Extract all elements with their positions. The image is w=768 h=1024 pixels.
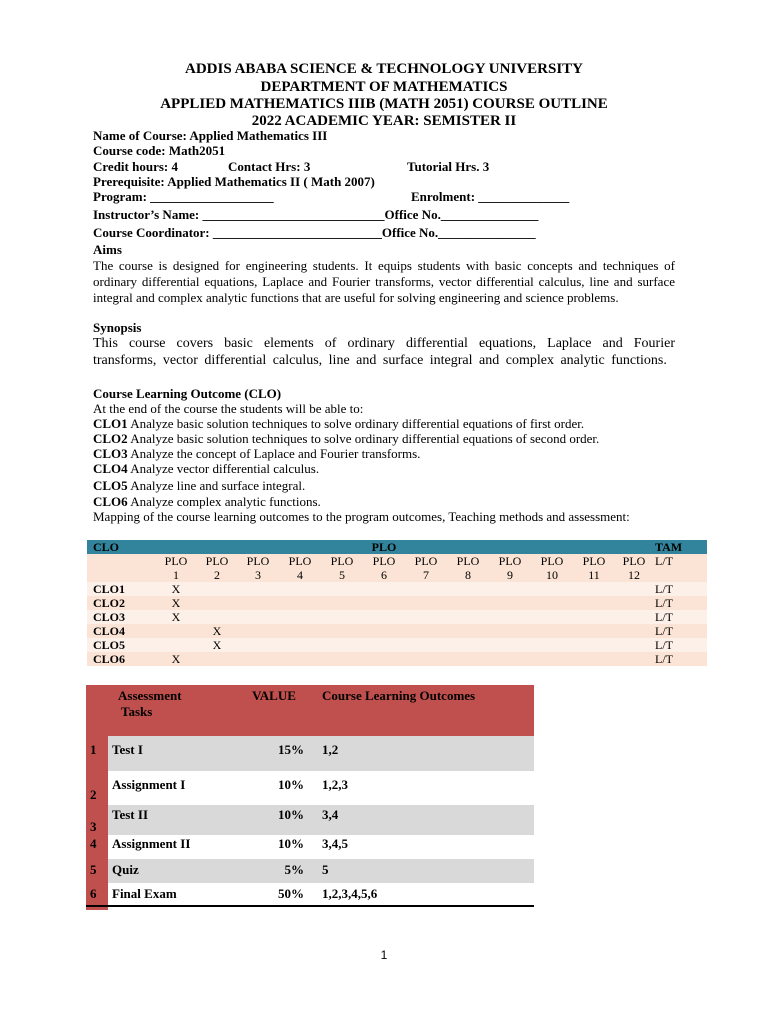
clo-cell: 3,4,5 (318, 835, 534, 859)
assessment-table (86, 685, 534, 910)
task-cell: Final Exam (108, 883, 230, 910)
plo-mapping-table (87, 540, 707, 666)
plo-number: PLO 6 (363, 554, 405, 582)
clo-text: Analyze the concept of Laplace and Fourier transforms. (127, 446, 421, 461)
value-cell: 10% (230, 771, 318, 805)
clo-code: CLO4 (93, 461, 128, 476)
plo-number: PLO 2 (197, 554, 237, 582)
clo-item (93, 494, 321, 510)
row-clo: CLO2 (87, 596, 155, 610)
clo-code: CLO6 (93, 494, 128, 509)
task-cell: Assignment I (108, 771, 230, 805)
plo-number: PLO 10 (531, 554, 573, 582)
assessment-header (86, 685, 534, 736)
tam-cell: L/T (653, 596, 707, 610)
plo-number: PLO 8 (447, 554, 489, 582)
plo-number: PLO 5 (321, 554, 363, 582)
plo1-cell: X (155, 582, 197, 596)
clo-cell: 3,4 (318, 805, 534, 835)
plo1-cell: X (155, 652, 197, 666)
plo2-cell: X (197, 638, 237, 652)
table-row (86, 736, 534, 771)
row-clo: CLO4 (87, 624, 155, 638)
plo-table-header (87, 540, 707, 554)
row-number: 2 (86, 771, 108, 805)
course-outline-title: APPLIED MATHEMATICS IIIB (MATH 2051) COURSE OUTLINE (160, 96, 608, 112)
table-row (86, 859, 534, 883)
plo-number: PLO 7 (405, 554, 447, 582)
plo1-cell: X (155, 610, 197, 624)
department-title: DEPARTMENT OF MATHEMATICS (260, 79, 508, 95)
row-clo: CLO6 (87, 652, 155, 666)
plo2-cell (197, 652, 237, 666)
plo-column-header: PLO (363, 540, 405, 554)
coordinator-field: Course Coordinator: __________________________Office No._______________ (93, 225, 536, 240)
plo-number: PLO 12 (615, 554, 653, 582)
course-code: Course code: Math2051 (93, 143, 226, 158)
synopsis-text: This course covers basic elements of ordinary differential equations, Laplace and Fourier transforms, vector differential calculus, line and surface integral and complex analytic functions. (93, 336, 675, 368)
plo2-cell (197, 582, 237, 596)
clo-item (93, 416, 584, 432)
task-cell: Test I (108, 736, 230, 771)
row-clo: CLO5 (87, 638, 155, 652)
university-title: ADDIS ABABA SCIENCE & TECHNOLOGY UNIVERSITY (184, 61, 583, 77)
enrolment-field: Enrolment: ______________ (411, 189, 570, 204)
plo-number: PLO 4 (279, 554, 321, 582)
row-clo: CLO3 (87, 610, 155, 624)
tam-cell: L/T (653, 638, 707, 652)
plo2-cell (197, 596, 237, 610)
clo-code: CLO1 (93, 416, 128, 431)
plo-number: PLO 1 (155, 554, 197, 582)
plo1-cell: X (155, 596, 197, 610)
task-cell: Test II (108, 805, 230, 835)
clo-cell: 1,2,3,4,5,6 (318, 883, 534, 910)
row-clo: CLO1 (87, 582, 155, 596)
value-header: VALUE (230, 685, 318, 736)
table-row (87, 582, 707, 596)
clo-text: Analyze vector differential calculus. (127, 461, 320, 476)
tam-cell: L/T (653, 652, 707, 666)
value-cell: 10% (230, 805, 318, 835)
clo-column-header: CLO (87, 540, 155, 554)
prerequisite: Prerequisite: Applied Mathematics II ( Math 2007) (93, 174, 375, 189)
row-number: 1 (86, 736, 108, 771)
clo-item (93, 431, 599, 447)
table-bottom-rule (86, 905, 534, 907)
aims-text: The course is designed for engineering students. It equips students with basic concepts and techniques of ordinary differential equations, Laplace and Fourier transforms, vector differential calculus, line and surface integral and complex analytic functions that are useful for solving engineering and science problems. (93, 258, 675, 305)
tam-column-header: TAM (653, 540, 707, 554)
clo-code: CLO2 (93, 431, 128, 446)
table-row (87, 624, 707, 638)
mapping-text: Mapping of the course learning outcomes to the program outcomes, Teaching methods and assessment: (93, 509, 630, 524)
clo-text: Analyze complex analytic functions. (127, 494, 321, 509)
tam-sub: L/T (653, 554, 707, 582)
clo-intro: At the end of the course the students will be able to: (93, 401, 364, 416)
clo-item (93, 461, 319, 477)
task-cell: Quiz (108, 859, 230, 883)
course-name: Name of Course: Applied Mathematics III (93, 128, 328, 143)
row-number: 4 (86, 835, 108, 859)
tutorial-hours: Tutorial Hrs. 3 (407, 159, 490, 174)
tam-cell: L/T (653, 610, 707, 624)
synopsis-heading: Synopsis (93, 320, 142, 335)
instructor-field: Instructor’s Name: ____________________________Office No._______________ (93, 207, 539, 222)
clo-code: CLO3 (93, 446, 128, 461)
table-row (87, 652, 707, 666)
clo-text: Analyze basic solution techniques to solve ordinary differential equations of second order. (127, 431, 600, 446)
value-cell: 5% (230, 859, 318, 883)
plo1-cell (155, 624, 197, 638)
clo-cell: 5 (318, 859, 534, 883)
value-cell: 15% (230, 736, 318, 771)
plo-number: PLO 3 (237, 554, 279, 582)
clo-text: Analyze basic solution techniques to solve ordinary differential equations of first order. (127, 416, 585, 431)
table-row (87, 610, 707, 624)
plo-number: PLO 11 (573, 554, 615, 582)
clo-item (93, 478, 305, 494)
aims-heading: Aims (93, 242, 122, 257)
plo1-cell (155, 638, 197, 652)
table-row (86, 805, 534, 835)
plo-number-row (87, 554, 707, 582)
task-header: Assessment Tasks (108, 685, 230, 736)
credit-hours: Credit hours: 4 (93, 159, 178, 174)
value-cell: 10% (230, 835, 318, 859)
clo-cell: 1,2,3 (318, 771, 534, 805)
table-row (86, 835, 534, 859)
clo-header: Course Learning Outcomes (318, 685, 534, 736)
page-number: 1 (380, 948, 388, 962)
plo2-cell (197, 610, 237, 624)
plo2-cell: X (197, 624, 237, 638)
clo-code: CLO5 (93, 478, 128, 493)
table-row (87, 638, 707, 652)
row-number: 6 (86, 883, 108, 910)
plo-number: PLO 9 (489, 554, 531, 582)
contact-hours: Contact Hrs: 3 (228, 159, 311, 174)
table-row (86, 771, 534, 805)
clo-text: Analyze line and surface integral. (127, 478, 306, 493)
row-number: 3 (86, 805, 108, 835)
clo-heading: Course Learning Outcome (CLO) (93, 386, 282, 401)
row-number: 5 (86, 859, 108, 883)
clo-item (93, 446, 420, 462)
program-field: Program: ___________________ (93, 189, 274, 204)
academic-year-title: 2022 ACADEMIC YEAR: SEMISTER II (251, 113, 517, 129)
clo-cell: 1,2 (318, 736, 534, 771)
task-cell: Assignment II (108, 835, 230, 859)
value-cell: 50% (230, 883, 318, 910)
tam-cell: L/T (653, 624, 707, 638)
tam-cell: L/T (653, 582, 707, 596)
table-row (87, 596, 707, 610)
